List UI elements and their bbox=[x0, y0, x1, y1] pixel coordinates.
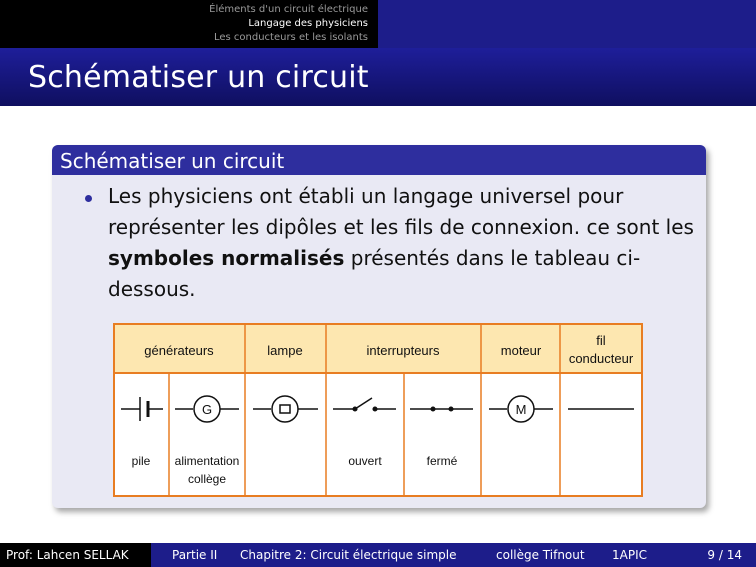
footer-class: 1APIC bbox=[612, 548, 647, 562]
header-fil: fil bbox=[596, 333, 606, 348]
navigation-right-panel bbox=[378, 0, 756, 48]
footer-school: collège Tifnout bbox=[496, 548, 585, 562]
closed-switch-icon bbox=[410, 407, 473, 411]
footer-chapter[interactable]: Chapitre 2: Circuit électrique simple bbox=[240, 548, 457, 562]
paragraph-text-start: Les physiciens ont établi un langage universel pour représenter les dipôles et les fils de connexion. ce sont les bbox=[108, 184, 694, 239]
navigation-bar bbox=[0, 0, 756, 48]
header-moteur: moteur bbox=[500, 343, 542, 358]
paragraph-bold-term: symboles normalisés bbox=[108, 246, 345, 270]
nav-section-conducteurs[interactable]: Les conducteurs et les isolants bbox=[213, 32, 368, 43]
footer-author: Prof: Lahcen SELLAK bbox=[0, 543, 151, 567]
label-pile: pile bbox=[131, 454, 151, 468]
header-conducteur: conducteur bbox=[568, 351, 634, 366]
symbols-table-image bbox=[113, 323, 643, 497]
bullet-paragraph bbox=[108, 181, 698, 305]
label-college: collège bbox=[187, 472, 227, 486]
navigation-left-panel bbox=[0, 0, 378, 48]
battery-symbol-icon bbox=[121, 397, 163, 421]
footer-bar bbox=[0, 543, 756, 567]
label-ferme: fermé bbox=[426, 454, 458, 468]
section-list bbox=[209, 3, 368, 45]
bullet-icon bbox=[85, 195, 92, 202]
symbols-row bbox=[121, 396, 634, 422]
symbols-table-drawing bbox=[113, 323, 643, 497]
frame-title-bar bbox=[0, 48, 756, 106]
nav-section-langage-current[interactable]: Langage des physiciens bbox=[248, 18, 368, 29]
header-generateurs: générateurs bbox=[144, 343, 214, 358]
header-lampe: lampe bbox=[267, 343, 303, 358]
footer-part[interactable]: Partie II bbox=[172, 548, 218, 562]
frame-title: Schématiser un circuit bbox=[28, 60, 369, 95]
motor-letter: M bbox=[515, 402, 527, 417]
block-title: Schématiser un circuit bbox=[52, 145, 706, 175]
label-ouvert: ouvert bbox=[348, 454, 382, 468]
paragraph-text-end: présentés dans le tableau ci-dessous. bbox=[108, 246, 641, 301]
nav-section-elements[interactable]: Éléments d'un circuit électrique bbox=[209, 4, 368, 15]
header-interrupteurs: interrupteurs bbox=[366, 343, 440, 358]
lamp-symbol-icon bbox=[253, 396, 318, 422]
block-body bbox=[52, 175, 706, 305]
label-alimentation: alimentation bbox=[174, 454, 240, 468]
footer-page-number: 9 / 14 bbox=[707, 548, 742, 562]
generator-letter: G bbox=[201, 402, 213, 417]
open-switch-icon bbox=[333, 398, 396, 411]
